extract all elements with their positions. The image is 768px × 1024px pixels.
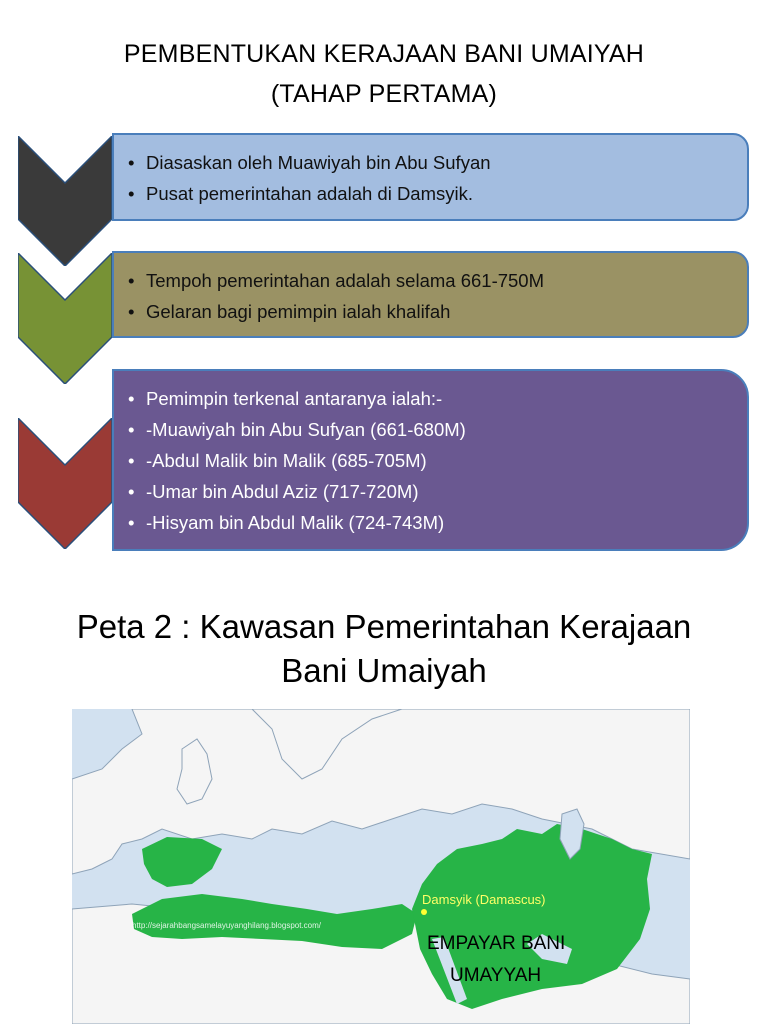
list-item-text: -Hisyam bin Abdul Malik (724-743M) — [146, 512, 445, 533]
bullet: • — [128, 270, 135, 291]
bullet: • — [128, 183, 135, 204]
list-item-text: Tempoh pemerintahan adalah selama 661-750M — [146, 270, 545, 291]
step-3-chevron — [18, 418, 112, 549]
list-item-text: Pusat pemerintahan adalah di Damsyik. — [146, 183, 474, 204]
list-item-text: Diasaskan oleh Muawiyah bin Abu Sufyan — [146, 152, 491, 173]
step-1-chevron — [18, 136, 112, 266]
empire-label-line-2: UMAYYAH — [450, 965, 542, 986]
bullet: • — [128, 450, 135, 471]
list-item-text: Gelaran bagi pemimpin ialah khalifah — [146, 301, 451, 322]
step-2-chevron — [18, 253, 112, 384]
bullet: • — [128, 301, 135, 322]
map-title-line-1: Peta 2 : Kawasan Pemerintahan Kerajaan — [76, 608, 692, 645]
list-item — [128, 476, 733, 507]
map-title — [0, 605, 768, 693]
empire-label-line-1: EMPAYAR BANI — [427, 933, 566, 954]
step-3-box — [112, 369, 749, 551]
list-item — [128, 383, 733, 414]
map-watermark: http://sejarahbangsamelayuyanghilang.blogspot.com/ — [132, 921, 322, 930]
list-item — [128, 178, 733, 209]
list-item-text: -Abdul Malik bin Malik (685-705M) — [146, 450, 427, 471]
page-title — [0, 34, 768, 114]
title-line-1: PEMBENTUKAN KERAJAAN BANI UMAIYAH — [123, 40, 645, 68]
step-1-box — [112, 133, 749, 221]
list-item — [128, 265, 733, 296]
list-item-text: -Muawiyah bin Abu Sufyan (661-680M) — [146, 419, 466, 440]
list-item — [128, 296, 733, 327]
capital-marker-icon — [421, 909, 427, 915]
list-item — [128, 414, 733, 445]
bullet: • — [128, 419, 135, 440]
bullet: • — [128, 512, 135, 533]
bullet: • — [128, 388, 135, 409]
map-image — [72, 709, 690, 1024]
bullet: • — [128, 152, 135, 173]
list-item — [128, 445, 733, 476]
title-line-2: (TAHAP PERTAMA) — [270, 80, 498, 108]
list-item-text: -Umar bin Abdul Aziz (717-720M) — [146, 481, 419, 502]
list-item — [128, 147, 733, 178]
bullet: • — [128, 481, 135, 502]
step-2-box — [112, 251, 749, 338]
map-title-line-2: Bani Umaiyah — [281, 652, 487, 689]
list-item — [128, 507, 733, 538]
capital-label: Damsyik (Damascus) — [422, 892, 546, 907]
list-item-text: Pemimpin terkenal antaranya ialah:- — [146, 388, 443, 409]
